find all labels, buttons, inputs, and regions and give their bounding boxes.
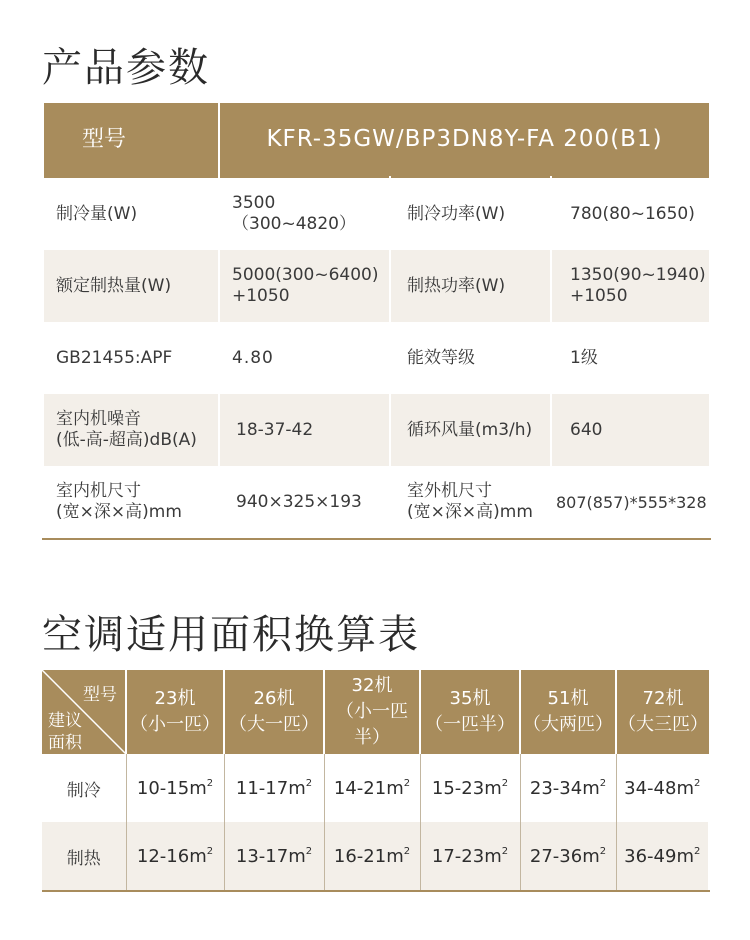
area-value (324, 754, 420, 822)
corner-cell (42, 670, 126, 754)
column-header (126, 670, 224, 754)
unit-superscript: 2 (206, 777, 214, 789)
unit-superscript: 2 (501, 777, 509, 789)
area-value (616, 822, 709, 891)
model-label: 型号 (43, 103, 219, 177)
unit-superscript: 2 (206, 845, 214, 857)
spec-value-line: +1050 (232, 286, 290, 306)
spec-value (219, 250, 390, 322)
spec-key-line: (低-高-超高)dB(A) (56, 430, 197, 450)
unit-superscript: 2 (403, 845, 411, 857)
spec-key-line: 室内机噪音 (56, 409, 141, 429)
area-row-cooling (42, 754, 709, 822)
spec-value: 4.80 (219, 322, 390, 394)
column-model: 72机 (642, 688, 684, 709)
spec-value: 3500（300~4820） (219, 177, 390, 250)
area-value (420, 754, 520, 822)
spec-value: 807(857)*555*328 (551, 466, 710, 539)
column-model: 32机 (351, 675, 393, 696)
spec-key (390, 466, 551, 539)
area-value-text: 16-21m (333, 845, 404, 867)
spec-header-row (43, 103, 710, 177)
spec-key: 制热功率(W) (390, 250, 551, 322)
corner-bottom-label (48, 710, 82, 754)
row-label: 制冷 (42, 754, 126, 822)
spec-key-line: (宽×深×高)mm (407, 502, 533, 522)
column-header (520, 670, 616, 754)
row-label: 制热 (42, 822, 126, 891)
column-hp: （小一匹） (130, 714, 220, 735)
area-value (420, 822, 520, 891)
column-hp: （大一匹） (229, 714, 319, 735)
spec-key: GB21455:APF (43, 322, 219, 394)
area-value-text: 11-17m (235, 777, 306, 799)
area-value-text: 14-21m (333, 777, 404, 799)
spec-key: 制冷功率(W) (390, 177, 551, 250)
unit-superscript: 2 (403, 777, 411, 789)
area-section-title: 空调适用面积换算表 (42, 612, 420, 658)
area-value-text: 27-36m (529, 845, 600, 867)
spec-value-line: 1350(90~1940) (570, 265, 706, 285)
area-value-text: 34-48m (624, 777, 694, 799)
area-row-heating (42, 822, 709, 891)
area-value (324, 822, 420, 891)
unit-superscript: 2 (305, 845, 313, 857)
column-model: 23机 (154, 688, 196, 709)
spec-key-line: (宽×深×高)mm (56, 502, 182, 522)
model-value: KFR-35GW/BP3DN8Y-FA 200(B1) (219, 103, 710, 177)
spec-key: 制冷量(W) (43, 177, 219, 250)
area-value-text: 23-34m (529, 777, 600, 799)
unit-superscript: 2 (305, 777, 313, 789)
spec-section-title: 产品参数 (42, 45, 210, 91)
column-header (324, 670, 420, 754)
spec-value-line: +1050 (570, 286, 628, 306)
column-hp: （一匹半） (425, 714, 515, 735)
unit-superscript: 2 (693, 845, 701, 857)
corner-bottom-line: 建议 (48, 711, 82, 731)
spec-key: 能效等级 (390, 322, 551, 394)
area-header-row (42, 670, 709, 754)
unit-superscript: 2 (599, 777, 607, 789)
area-value (224, 754, 324, 822)
area-value-text: 13-17m (235, 845, 306, 867)
unit-superscript: 2 (599, 845, 607, 857)
spec-key-line: 室外机尺寸 (407, 481, 492, 501)
spec-row (43, 322, 710, 394)
column-model: 51机 (547, 688, 589, 709)
corner-bottom-line: 面积 (48, 733, 82, 753)
area-value (520, 822, 616, 891)
area-value (126, 822, 224, 891)
area-table (42, 670, 710, 892)
spec-key: 额定制热量(W) (43, 250, 219, 322)
spec-row (43, 466, 710, 539)
area-value (520, 754, 616, 822)
spec-row (43, 250, 710, 322)
spec-key-line: 室内机尺寸 (56, 481, 141, 501)
column-model: 35机 (449, 688, 491, 709)
area-value (616, 754, 709, 822)
spec-value-line: 5000(300~6400) (232, 265, 379, 285)
spec-key: 循环风量(m3/h) (390, 394, 551, 466)
column-hp: （大两匹） (523, 714, 613, 735)
column-hp: （小一匹半） (336, 701, 408, 748)
spec-value: 18-37-42 (219, 394, 390, 466)
spec-value: 780(80~1650) (551, 177, 710, 250)
column-model: 26机 (253, 688, 295, 709)
spec-value: 1级 (551, 322, 710, 394)
column-header (420, 670, 520, 754)
spec-row (43, 177, 710, 250)
column-hp: （大三匹） (618, 714, 708, 735)
area-value (224, 822, 324, 891)
area-value (126, 754, 224, 822)
corner-top-label: 型号 (83, 685, 117, 705)
unit-superscript: 2 (501, 845, 509, 857)
spec-value (551, 250, 710, 322)
area-value-text: 10-15m (136, 777, 207, 799)
spec-table (42, 103, 711, 540)
area-value-text: 15-23m (431, 777, 502, 799)
spec-value: 940×325×193 (219, 466, 390, 539)
column-header (616, 670, 709, 754)
spec-key (43, 394, 219, 466)
spec-value: 640 (551, 394, 710, 466)
column-header (224, 670, 324, 754)
spec-key (43, 466, 219, 539)
unit-superscript: 2 (693, 777, 701, 789)
area-value-text: 36-49m (624, 845, 694, 867)
area-value-text: 12-16m (136, 845, 207, 867)
area-value-text: 17-23m (431, 845, 502, 867)
spec-row (43, 394, 710, 466)
